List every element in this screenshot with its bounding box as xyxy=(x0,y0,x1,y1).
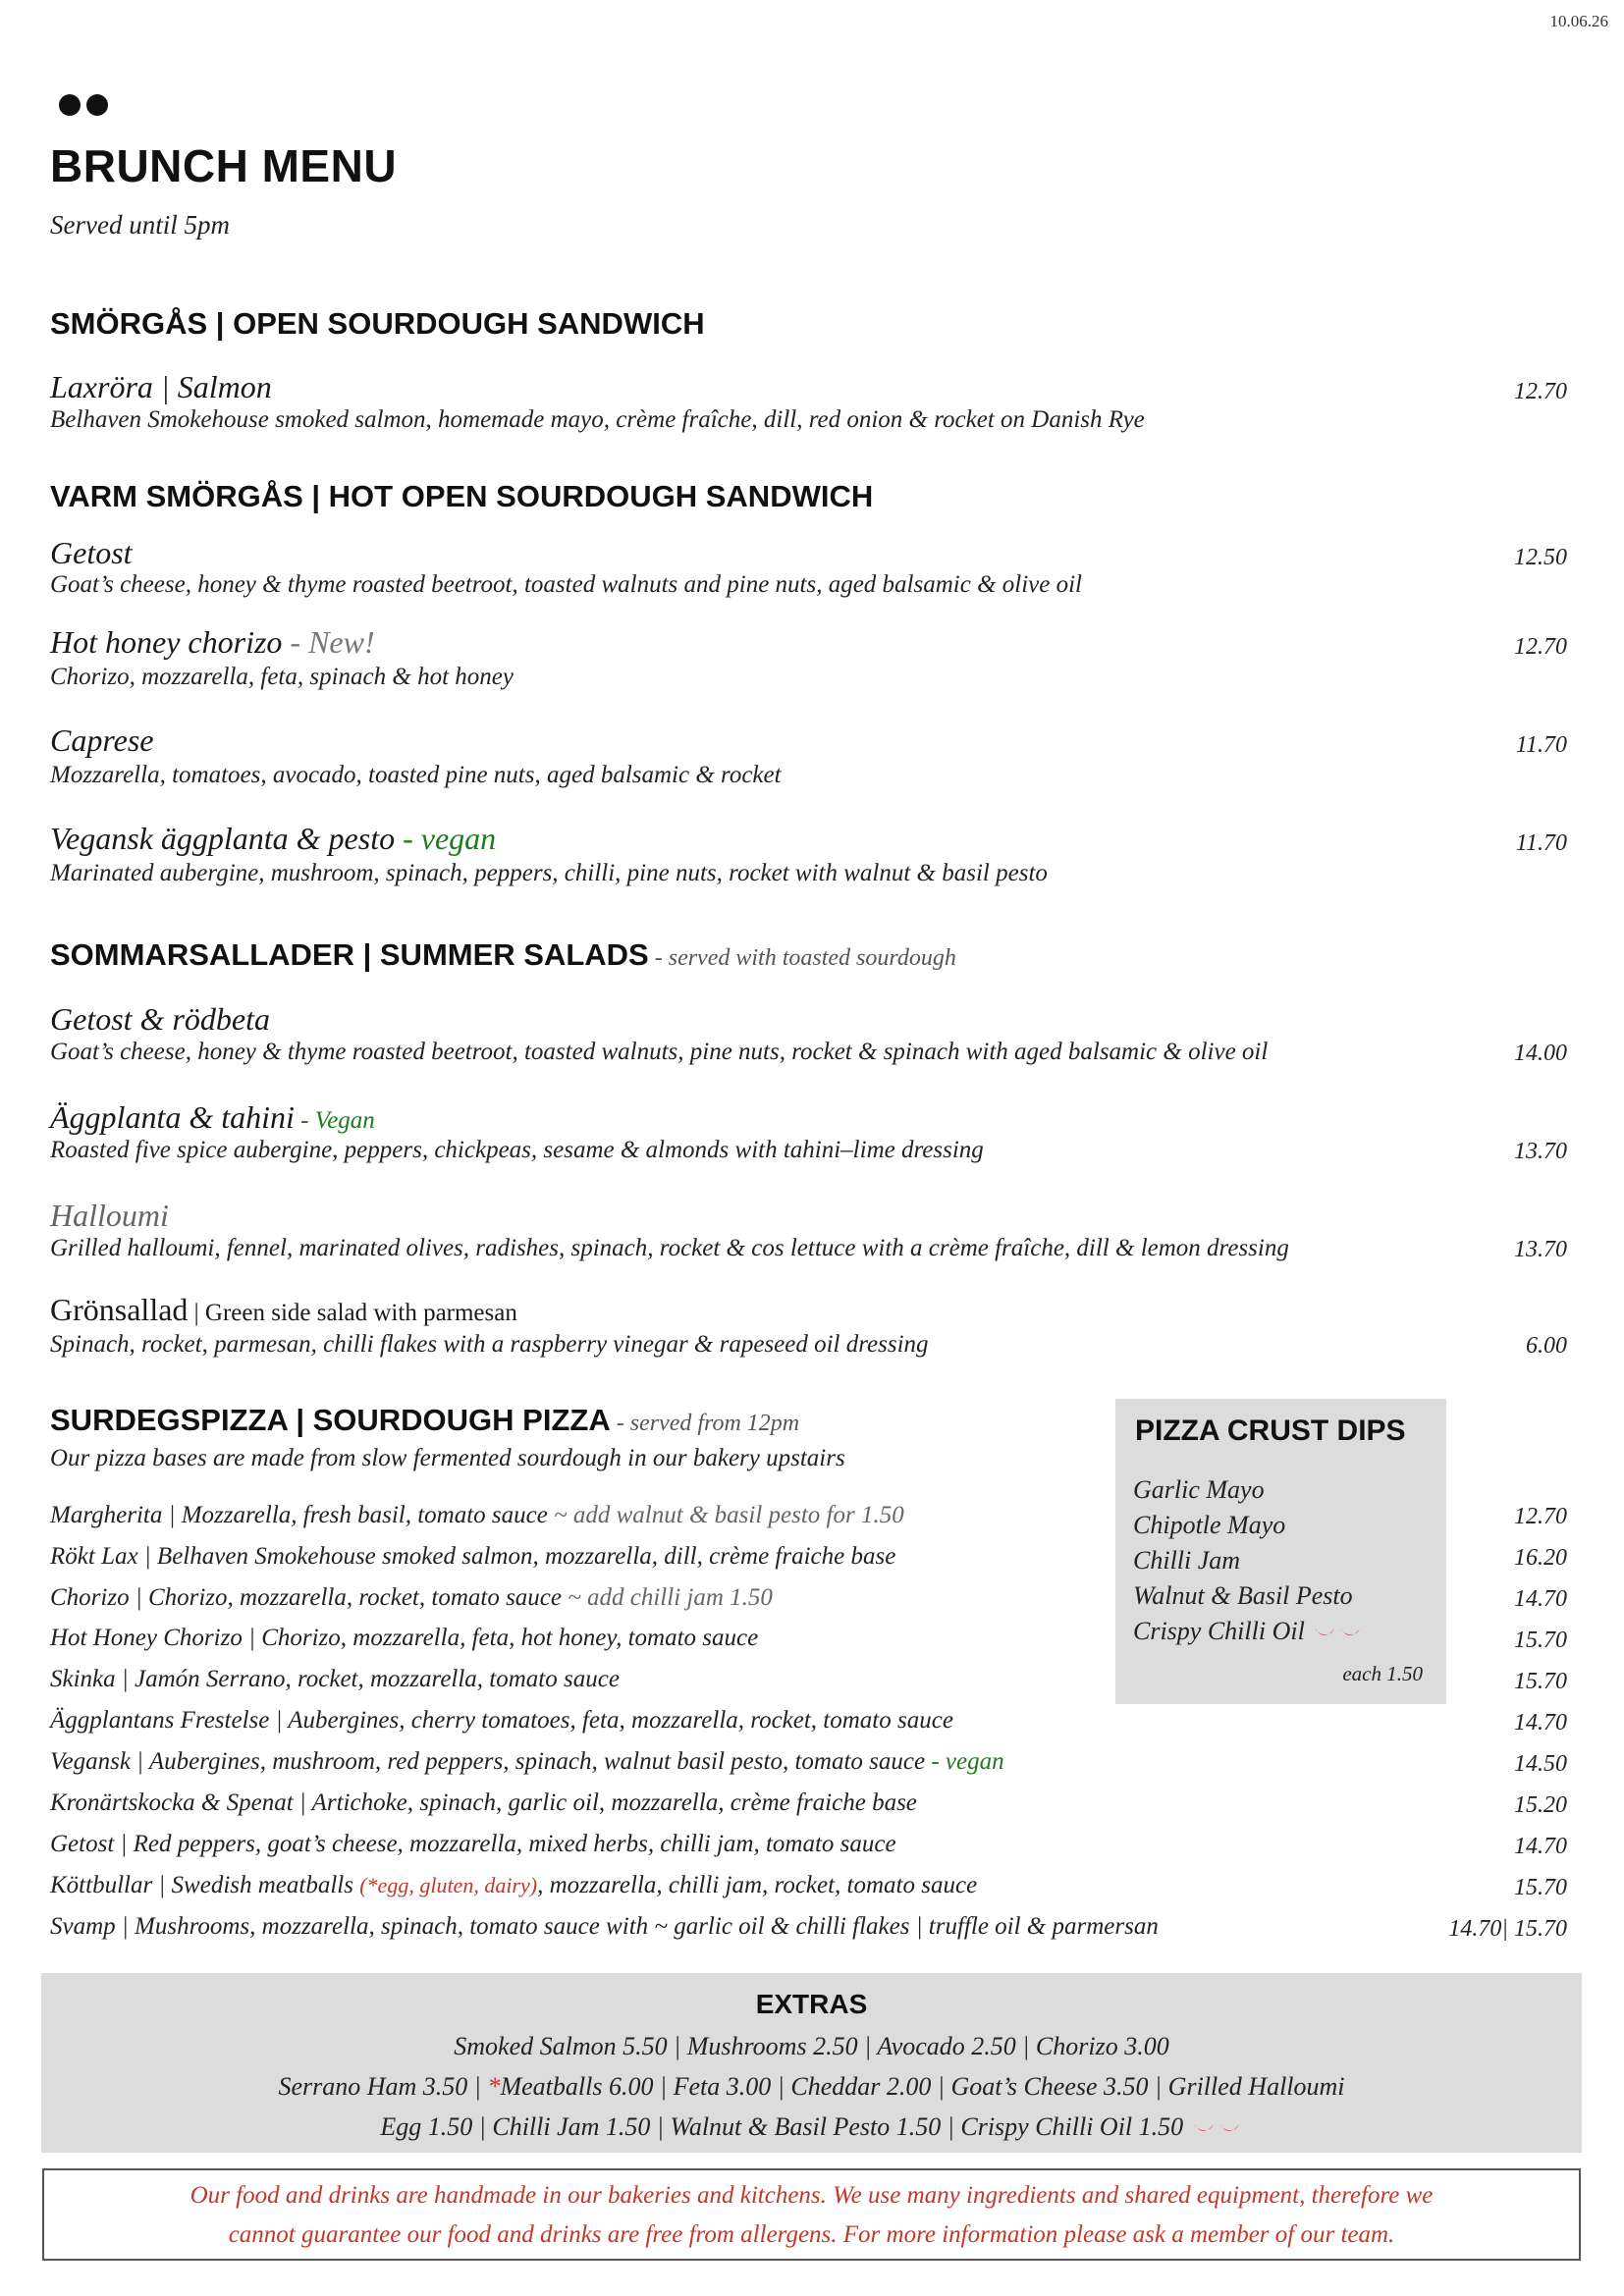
menu-item-price: 11.70 xyxy=(1515,830,1567,856)
pizza-item: Getost | Red peppers, goat’s cheese, mozzarella, mixed herbs, chilli jam, tomato sauce xyxy=(50,1831,896,1857)
menu-item-price: 12.50 xyxy=(1514,545,1567,570)
section-note: - served from 12pm xyxy=(610,1411,800,1436)
pizza-crust-dips-panel xyxy=(1115,1399,1446,1704)
dip-item: Chilli Jam xyxy=(1133,1546,1241,1575)
menu-item-name: Grönsallad | Green side salad with parmesan xyxy=(50,1292,517,1327)
menu-item-description: Goat’s cheese, honey & thyme roasted beetroot, toasted walnuts and pine nuts, aged balsamic & olive oil xyxy=(50,571,1083,598)
menu-item-price: 11.70 xyxy=(1515,732,1567,758)
allergen-star: * xyxy=(487,2072,501,2101)
pizza-item: Vegansk | Aubergines, mushroom, red peppers, spinach, walnut basil pesto, tomato sauce - vegan xyxy=(50,1748,1004,1775)
chilli-icon xyxy=(1311,1621,1364,1646)
menu-item-description: Spinach, rocket, parmesan, chilli flakes with a raspberry vinegar & rapeseed oil dressing xyxy=(50,1331,929,1358)
vegan-label: - vegan xyxy=(395,821,497,856)
section-heading-salads: SOMMARSALLADER | SUMMER SALADS - served with toasted sourdough xyxy=(50,937,956,972)
pizza-price: 15.70 xyxy=(1514,1669,1567,1694)
pizza-item: Äggplantans Frestelse | Aubergines, cherry tomatoes, feta, mozzarella, rocket, tomato sauce xyxy=(50,1707,953,1734)
add-on-note: ~ add chilli jam 1.50 xyxy=(561,1584,773,1611)
pizza-item: Svamp | Mushrooms, mozzarella, spinach, tomato sauce with ~ garlic oil & chilli flakes | truffle oil & parmersan xyxy=(50,1913,1159,1940)
dip-item: Crispy Chilli Oil xyxy=(1133,1617,1364,1646)
allergen-note: (*egg, gluten, dairy) xyxy=(359,1873,538,1897)
extras-line: Smoked Salmon 5.50 | Mushrooms 2.50 | Avocado 2.50 | Chorizo 3.00 xyxy=(454,2032,1169,2060)
extras-panel xyxy=(41,1973,1582,2153)
pizza-price: 14.70| 15.70 xyxy=(1448,1916,1567,1942)
chilli-icon xyxy=(1190,2116,1243,2142)
menu-item-price: 14.00 xyxy=(1514,1041,1567,1066)
pizza-price: 15.70 xyxy=(1514,1628,1567,1653)
add-on-note: ~ add walnut & basil pesto for 1.50 xyxy=(547,1502,904,1528)
pizza-price: 15.20 xyxy=(1514,1792,1567,1818)
menu-item-name: Halloumi xyxy=(50,1198,169,1233)
dips-heading: PIZZA CRUST DIPS xyxy=(1135,1415,1406,1447)
menu-item-name: Äggplanta & tahini - Vegan xyxy=(50,1099,375,1135)
dip-item: Walnut & Basil Pesto xyxy=(1133,1581,1353,1610)
menu-item-price: 6.00 xyxy=(1526,1333,1567,1359)
pizza-item: Köttbullar | Swedish meatballs (*egg, gluten, dairy), mozzarella, chilli jam, rocket, tomato sauce xyxy=(50,1872,978,1898)
menu-date: 10.06.26 xyxy=(1549,12,1608,30)
extras-line: Egg 1.50 | Chilli Jam 1.50 | Walnut & Basil Pesto 1.50 | Crispy Chilli Oil 1.50 xyxy=(41,2112,1582,2142)
pizza-item: Skinka | Jamón Serrano, rocket, mozzarella, tomato sauce xyxy=(50,1666,620,1692)
allergen-notice-line: Our food and drinks are handmade in our bakeries and kitchens. We use many ingredients and shared equipment, therefore we xyxy=(189,2182,1434,2209)
section-intro: Our pizza bases are made from slow fermented sourdough in our bakery upstairs xyxy=(50,1445,845,1471)
extras-line: Serrano Ham 3.50 | *Meatballs 6.00 | Feta 3.00 | Cheddar 2.00 | Goat’s Cheese 3.50 | Grilled Halloumi xyxy=(278,2072,1345,2101)
menu-item-name: Hot honey chorizo - New! xyxy=(50,624,375,660)
menu-item-description: Mozzarella, tomatoes, avocado, toasted pine nuts, aged balsamic & rocket xyxy=(50,762,782,788)
menu-item-price: 12.70 xyxy=(1514,379,1567,404)
menu-item-description: Chorizo, mozzarella, feta, spinach & hot honey xyxy=(50,664,514,690)
menu-item-description: Marinated aubergine, mushroom, spinach, peppers, chilli, pine nuts, rocket with walnut & basil pesto xyxy=(50,860,1048,886)
menu-item-name: Getost & rödbeta xyxy=(50,1001,270,1037)
section-heading-open-sandwich: SMÖRGÅS | OPEN SOURDOUGH SANDWICH xyxy=(50,306,705,341)
menu-item-name: Vegansk äggplanta & pesto - vegan xyxy=(50,821,497,856)
dip-item: Garlic Mayo xyxy=(1133,1475,1265,1504)
pizza-price: 16.20 xyxy=(1514,1545,1567,1571)
menu-item-name: Laxröra | Salmon xyxy=(50,369,272,404)
section-note: - served with toasted sourdough xyxy=(648,945,956,971)
page-subtitle: Served until 5pm xyxy=(50,210,230,240)
pizza-price: 14.70 xyxy=(1514,1834,1567,1859)
pizza-price: 14.70 xyxy=(1514,1710,1567,1735)
vegan-label: - Vegan xyxy=(294,1107,375,1134)
menu-item-subtitle: | Green side salad with parmesan xyxy=(188,1300,517,1326)
menu-item-description: Grilled halloumi, fennel, marinated olives, radishes, spinach, rocket & cos lettuce with a crème fraîche, dill & lemon dressing xyxy=(50,1235,1289,1261)
menu-item-price: 13.70 xyxy=(1514,1139,1567,1164)
menu-item-name: Caprese xyxy=(50,722,154,758)
allergen-notice-line: cannot guarantee our food and drinks are free from allergens. For more information please ask a member of our team. xyxy=(228,2221,1395,2248)
allergen-notice xyxy=(42,2168,1581,2261)
menu-item-name: Getost xyxy=(50,535,133,570)
vegan-label: - vegan xyxy=(925,1748,1004,1775)
menu-item-description: Goat’s cheese, honey & thyme roasted beetroot, toasted walnuts, pine nuts, rocket & spinach with aged balsamic & olive oil xyxy=(50,1039,1269,1065)
pizza-item: Hot Honey Chorizo | Chorizo, mozzarella, feta, hot honey, tomato sauce xyxy=(50,1625,759,1651)
dips-price: each 1.50 xyxy=(1342,1662,1423,1685)
pizza-item: Rökt Lax | Belhaven Smokehouse smoked salmon, mozzarella, dill, crème fraiche base xyxy=(50,1543,896,1570)
new-badge: - New! xyxy=(282,624,375,660)
brand-logo xyxy=(59,94,108,116)
pizza-item: Kronärtskocka & Spenat | Artichoke, spinach, garlic oil, mozzarella, crème fraiche base xyxy=(50,1789,917,1816)
page-title: BRUNCH MENU xyxy=(50,140,398,191)
menu-item-description: Belhaven Smokehouse smoked salmon, homemade mayo, crème fraîche, dill, red onion & rocket on Danish Rye xyxy=(50,406,1145,433)
extras-heading: EXTRAS xyxy=(755,1989,868,2019)
pizza-price: 14.70 xyxy=(1514,1586,1567,1612)
menu-item-description: Roasted five spice aubergine, peppers, chickpeas, sesame & almonds with tahini–lime dressing xyxy=(50,1137,984,1163)
pizza-item: Chorizo | Chorizo, mozzarella, rocket, tomato sauce ~ add chilli jam 1.50 xyxy=(50,1584,773,1611)
pizza-price: 14.50 xyxy=(1514,1751,1567,1777)
menu-item-price: 13.70 xyxy=(1514,1237,1567,1262)
menu-item-price: 12.70 xyxy=(1514,634,1567,660)
pizza-price: 12.70 xyxy=(1514,1504,1567,1529)
section-heading-hot-sandwich: VARM SMÖRGÅS | HOT OPEN SOURDOUGH SANDWICH xyxy=(50,479,874,513)
section-heading-pizza: SURDEGSPIZZA | SOURDOUGH PIZZA - served from 12pm xyxy=(50,1403,800,1437)
dip-item: Chipotle Mayo xyxy=(1133,1511,1286,1539)
pizza-price: 15.70 xyxy=(1514,1875,1567,1900)
pizza-item: Margherita | Mozzarella, fresh basil, tomato sauce ~ add walnut & basil pesto for 1.50 xyxy=(50,1502,904,1528)
